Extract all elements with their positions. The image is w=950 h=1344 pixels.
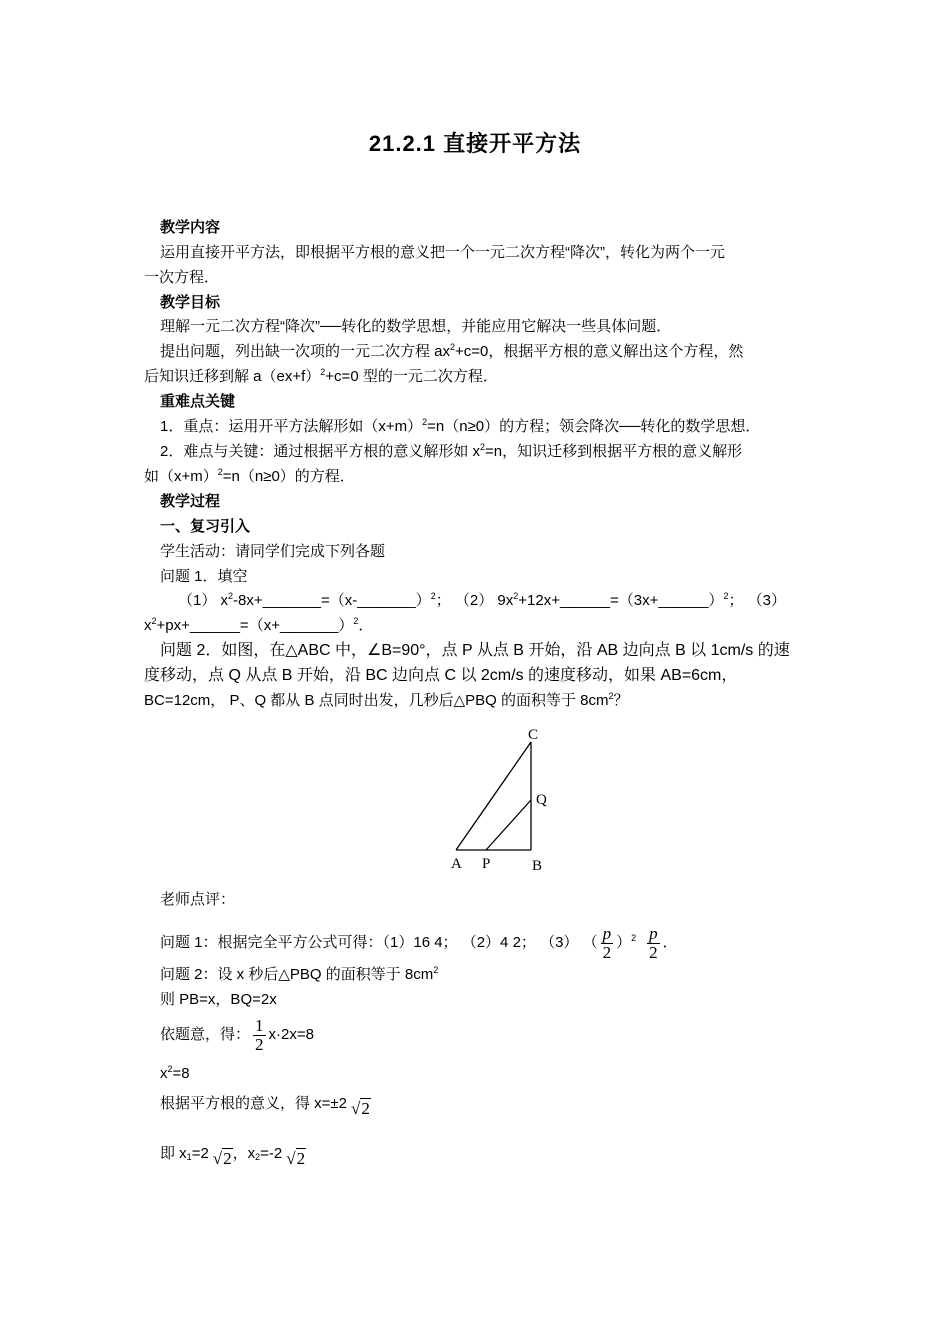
answer-2-line-4: $x^2=8$ [160, 1064, 190, 1082]
goal-line-1: 理解一元二次方程“降次”──转化的数学思想，并能应用它解决一些具体问题． [160, 318, 672, 335]
student-activity: 学生活动：请同学们完成下列各题 [160, 543, 386, 560]
question-1-line-2: $x^2+px+\_\_\_\_\_\_=(x+\_\_\_\_\_\_\_)^2$． [144, 616, 374, 634]
answer-1: 问题 1：根据完全平方公式可得：（1）16 4； （2）4 2； （3） （ $\frac{p}{2}$ ）$^2$ $\frac{p}{2}$ ． [160, 923, 678, 962]
answer-2-line-5: 根据平方根的意义，得 x=±2 √2 [160, 1090, 371, 1123]
label-c: C [528, 727, 539, 743]
fraction-p-over-2-b: $\frac{p}{2}$ [649, 923, 658, 962]
question-2-line-2: 度移动，点 Q 从点 B 开始，沿 BC 边向点 C 以 2cm/s 的速度移动，如果 AB=6cm， [144, 667, 738, 684]
heading-key-points: 重难点关键 [160, 393, 236, 410]
label-q: Q [536, 792, 547, 808]
page-title: 21.2.1 直接开平方法 [368, 131, 582, 156]
sqrt-2: √2 [351, 1099, 370, 1118]
answer-2-line-3: 依题意，得： $\frac{1}{2}$ x·2x=8 [160, 1015, 314, 1054]
triangle-figure [430, 720, 570, 880]
key-line-2: 2．难点与关键：通过根据平方根的意义解形如 $x^2=n$，知识迁移到根据平方根的意义解形 [160, 442, 743, 460]
sqrt-2-x1: √2 [212, 1149, 232, 1168]
content-line-1: 运用直接开平方法，即根据平方根的意义把一个一元二次方程“降次”，转化为两个一元 [160, 244, 725, 261]
question-1-line-1: （1） $x^2-8x+\_\_\_\_\_\_\_=(x-\_\_\_\_\_\_\_)^2$； （2） $9x^2+12x+\_\_\_\_\_\_=(3x+\_\_\_\_\_\_)^2$； （3） [178, 591, 786, 609]
segment-pq [486, 800, 531, 850]
question-1-label: 问题 1．填空 [160, 568, 248, 585]
content-line-2: 一次方程． [144, 269, 220, 286]
question-2-line-3: BC=12cm， P、Q 都从 B 点同时出发，几秒后△PBQ 的面积等于 $8cm^2$？ [144, 691, 629, 709]
heading-process: 教学过程 [160, 493, 221, 510]
question-2-line-1: 问题 2．如图，在△ABC 中，∠B=90°，点 P 从点 B 开始，沿 AB 边向点 B 以 1cm/s 的速 [160, 642, 790, 659]
goal-line-2: 提出问题，列出缺一次项的一元二次方程 $ax^2+c=0$，根据平方根的意义解出这个方程，然 [160, 342, 744, 360]
sqrt-2-x2: √2 [286, 1149, 306, 1168]
fraction-1-over-2: $\frac{1}{2}$ [255, 1015, 264, 1054]
answer-2-line-6: 即 $x_1=2$ √2，$x_2=-2$ √2 [160, 1140, 306, 1173]
teacher-comment: 老师点评： [160, 891, 236, 908]
label-p: P [482, 856, 491, 872]
key-line-3: 如$(x+m)^2=n(n\ge 0)$的方程． [144, 467, 355, 485]
answer-2-line-1: 问题 2：设 x 秒后△PBQ 的面积等于 $8cm^2$ [160, 965, 439, 983]
heading-goals: 教学目标 [160, 294, 221, 311]
side-ac [456, 742, 531, 850]
key-line-1: 1．重点：运用开平方法解形如$(x+m)^2=n(n\ge 0)$的方程；领会降次──转化的数学思想． [160, 417, 761, 435]
heading-content: 教学内容 [160, 219, 221, 236]
goal-line-3: 后知识迁移到解 $a(ex+f)^2+c=0$ 型的一元二次方程． [144, 367, 498, 385]
heading-review: 一、复习引入 [160, 518, 251, 535]
fraction-p-over-2: $\frac{p}{2}$ [602, 923, 612, 962]
label-b: B [532, 858, 543, 874]
label-a: A [451, 856, 462, 872]
answer-2-line-2: 则 PB=x，BQ=2x [160, 991, 277, 1008]
